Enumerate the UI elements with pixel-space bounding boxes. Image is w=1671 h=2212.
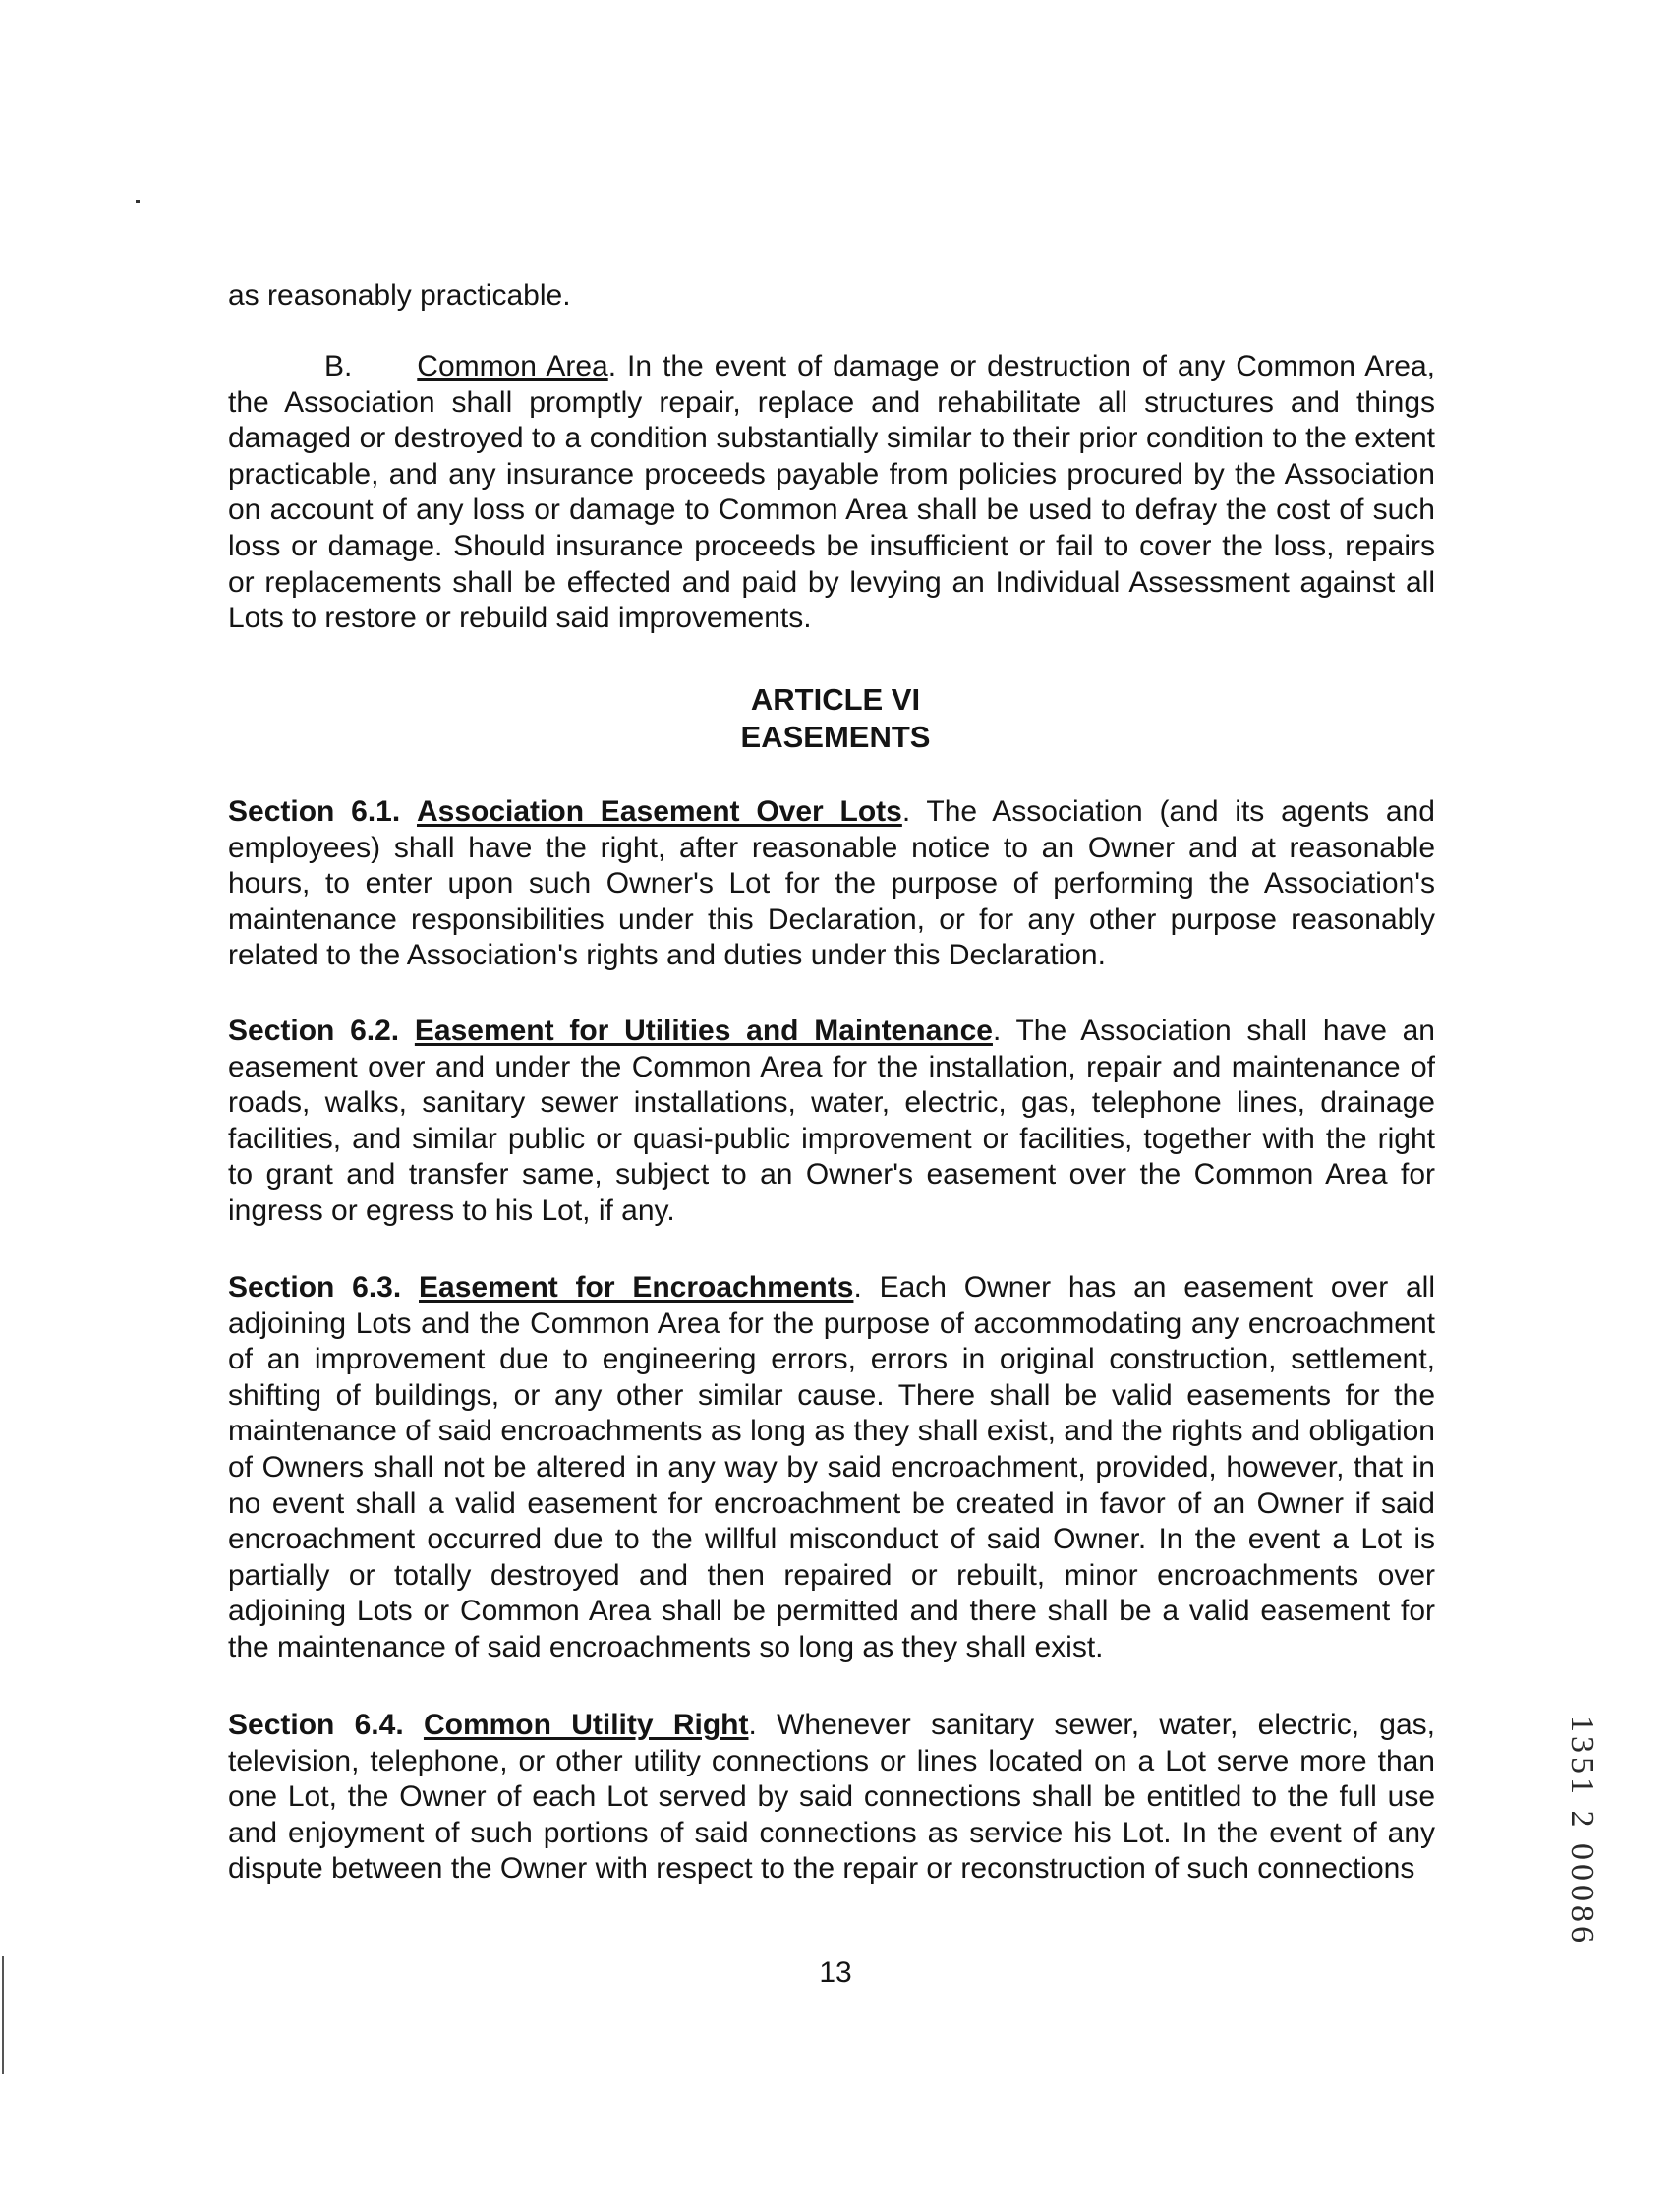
section-6-1-body: . The Association (and its agents and employees) shall have the right, after reasonable notice to an Owner and at reasonable hours, to enter upon such Owner's Lot for the purpose of performing the Association's maintenance responsibilities under this Declaration, or for any other purpose reasonably related to the Association's rights and duties under this Declaration. (228, 795, 1435, 972)
section-6-2-body: . The Association shall have an easement over and under the Common Area for the installation, repair and maintenance of roads, walks, sanitary sewer installations, water, electric, gas, telephone lines, drainage facilities, and similar public or quasi-public improvement or facilities, together with the right to grant and transfer same, subject to an Owner's easement over the Common Area for ingress or egress to his Lot, if any. (228, 1015, 1435, 1227)
section-6-3-body: . Each Owner has an easement over all adjoining Lots and the Common Area for the purpose of accommodating any encroachment of an improvement due to engineering errors, errors in original construction, settlement, shifting of buildings, or any other similar cause. There shall be valid easements for the maintenance of said encroachments as long as they shall exist, and the rights and obligation of Owners shall not be altered in any way by said encroachment, provided, however, that in no event shall a valid easement for encroachment be created in favor of an Owner if said encroachment occurred due to the willful misconduct of said Owner. In the event a Lot is partially or totally destroyed and then repaired or rebuilt, minor encroachments over adjoining Lots or Common Area shall be permitted and there shall be a valid easement for the maintenance of said encroachments so long as they shall exist. (228, 1271, 1435, 1663)
section-6-1-heading: Association Easement Over Lots (416, 795, 902, 828)
section-6-4-number: Section 6.4. (228, 1709, 404, 1741)
section-6-2 (228, 1014, 1435, 1230)
paragraph-b (228, 349, 1435, 637)
section-6-4-heading: Common Utility Right (423, 1709, 749, 1741)
paragraph-b-label: B. (324, 350, 353, 382)
paragraph-b-heading: Common Area (417, 350, 608, 382)
section-6-3-heading: Easement for Encroachments (419, 1271, 854, 1304)
section-6-2-number: Section 6.2. (228, 1015, 400, 1047)
section-6-4-body: . Whenever sanitary sewer, water, electric, gas, television, telephone, or other utility connections or lines located on a Lot serve more than one Lot, the Owner of each Lot served by said connections shall be entitled to the full use and enjoyment of such portions of said connections as service his Lot. In the event of any dispute between the Owner with respect to the repair or reconstruction of such connections (228, 1709, 1435, 1886)
section-6-2-heading: Easement for Utilities and Maintenance (414, 1015, 993, 1047)
page-number: 13 (819, 1956, 852, 1989)
scan-speck (136, 200, 140, 203)
opening-line-text: as reasonably practicable. (228, 279, 571, 312)
section-6-1 (228, 794, 1435, 974)
side-document-stamp: 1351 2 00086 (1564, 1716, 1600, 1947)
opening-line (228, 278, 1435, 315)
article-title: EASEMENTS (740, 720, 931, 754)
paragraph-b-body: . In the event of damage or destruction of any Common Area, the Association shall promptly repair, replace and rehabilitate all structures and things damaged or destroyed to a condition substantially similar to their prior condition to the extent practicable, and any insurance proceeds payable from policies procured by the Association on account of any loss or damage to Common Area shall be used to defray the cost of such loss or damage. Should insurance proceeds be insufficient or fail to cover the loss, repairs or replacements shall be effected and paid by levying an Individual Assessment against all Lots to restore or rebuild said improvements. (228, 350, 1436, 635)
section-6-3-number: Section 6.3. (228, 1271, 402, 1304)
section-6-1-number: Section 6.1. (228, 795, 401, 828)
section-6-3 (228, 1270, 1435, 1666)
article-number: ARTICLE VI (750, 682, 921, 717)
section-6-4 (228, 1708, 1435, 1888)
